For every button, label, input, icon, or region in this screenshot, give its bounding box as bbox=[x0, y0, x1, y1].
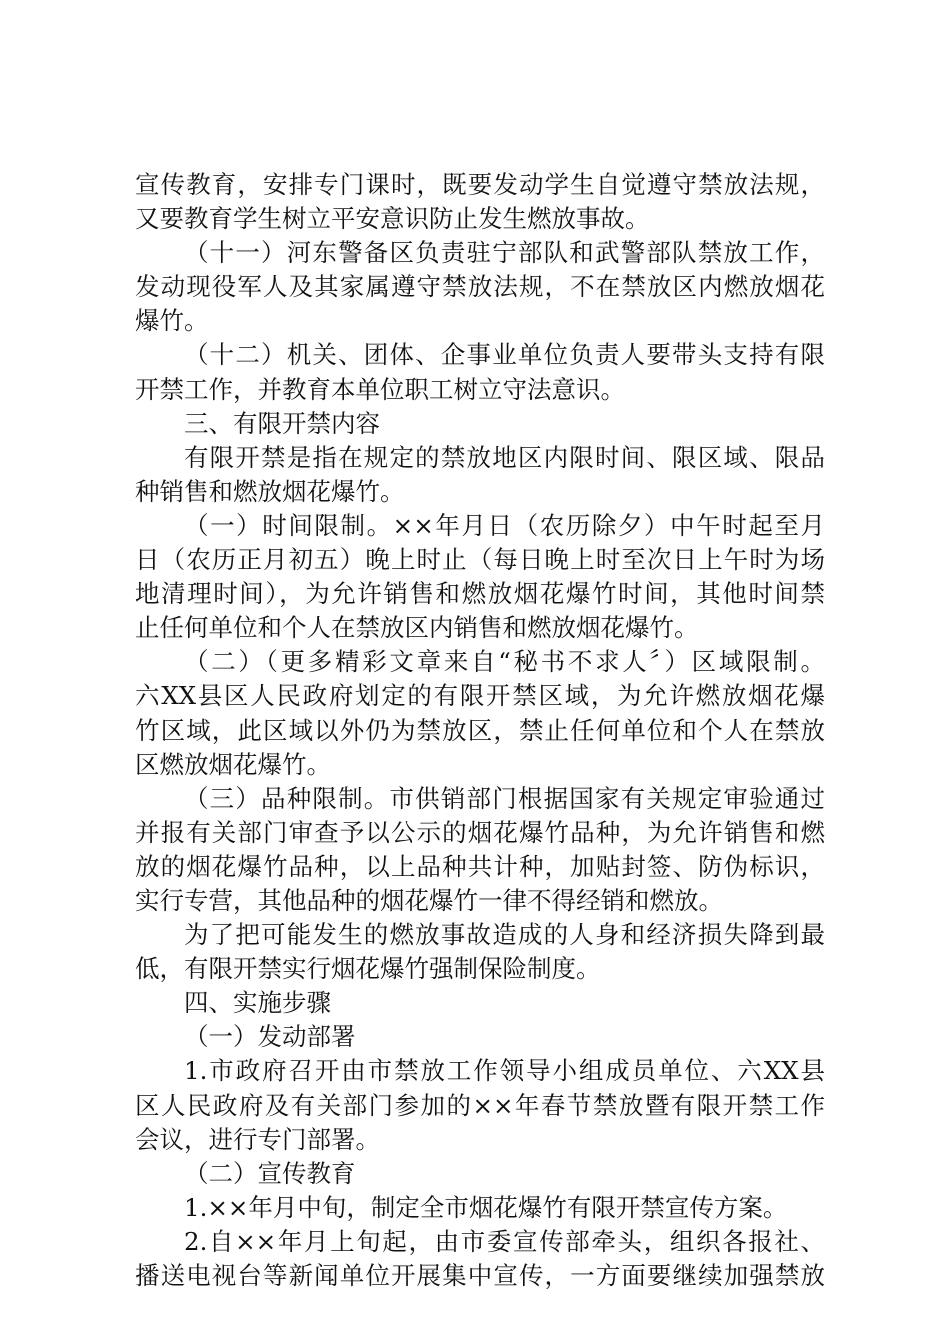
text-line: （三）品种限制。市供销部门根据国家有关规定审验通过 bbox=[184, 783, 825, 813]
text-line: 实行专营，其他品种的烟花爆竹一律不得经销和燃放。 bbox=[135, 885, 723, 915]
text-line: 放的烟花爆竹品种，以上品种共计种，加贴封签、防伪标识， bbox=[135, 851, 825, 881]
text-line: （二）（更多精彩文章来自“秘书不求人〞）区域限制。 bbox=[184, 647, 825, 677]
text-line: 1.市政府召开由市禁放工作领导小组成员单位、六XX县 bbox=[184, 1056, 825, 1086]
subsection-heading: （二）宣传教育 bbox=[184, 1158, 356, 1188]
text-line: （一）时间限制。××年月日（农历除夕）中午时起至月 bbox=[184, 510, 825, 540]
text-line: 地清理时间），为允许销售和燃放烟花爆竹时间，其他时间禁 bbox=[135, 579, 825, 609]
text-line: 播送电视台等新闻单位开展集中宣传，一方面要继续加强禁放 bbox=[135, 1261, 825, 1290]
text-line: 区人民政府及有关部门参加的××年春节禁放暨有限开禁工作 bbox=[135, 1090, 825, 1120]
text-line: 会议，进行专门部署。 bbox=[135, 1124, 380, 1154]
text-line: 爆竹。 bbox=[135, 306, 209, 336]
text-line: 开禁工作，并教育本单位职工树立守法意识。 bbox=[135, 374, 625, 404]
section-heading: 三、有限开禁内容 bbox=[184, 408, 380, 438]
text-line: （十一）河东警备区负责驻宁部队和武警部队禁放工作， bbox=[184, 238, 825, 268]
text-line: （十二）机关、团体、企事业单位负责人要带头支持有限 bbox=[184, 340, 825, 370]
subsection-heading: （一）发动部署 bbox=[184, 1022, 356, 1052]
text-line: 日（农历正月初五）晚上时止（每日晚上时至次日上午时为场 bbox=[135, 545, 825, 575]
text-line: 发动现役军人及其家属遵守禁放法规，不在禁放区内燃放烟花 bbox=[135, 272, 825, 302]
text-line: 六XX县区人民政府划定的有限开禁区域，为允许燃放烟花爆 bbox=[135, 681, 825, 711]
text-line: 2.自××年月上旬起，由市委宣传部牵头，组织各报社、 bbox=[184, 1226, 825, 1256]
text-line: 竹区域，此区域以外仍为禁放区，禁止任何单位和个人在禁放 bbox=[135, 715, 825, 745]
section-heading: 四、实施步骤 bbox=[184, 988, 331, 1018]
text-line: 种销售和燃放烟花爆竹。 bbox=[135, 476, 405, 506]
text-line: 为了把可能发生的燃放事故造成的人身和经济损失降到最 bbox=[184, 920, 825, 950]
text-line: 并报有关部门审查予以公示的烟花爆竹品种，为允许销售和燃 bbox=[135, 817, 825, 847]
body-text bbox=[135, 168, 825, 1293]
text-line: 区燃放烟花爆竹。 bbox=[135, 749, 331, 779]
text-line: 又要教育学生树立平安意识防止发生燃放事故。 bbox=[135, 204, 650, 234]
text-line: 低，有限开禁实行烟花爆竹强制保险制度。 bbox=[135, 954, 601, 984]
text-line: 宣传教育，安排专门课时，既要发动学生自觉遵守禁放法规， bbox=[135, 170, 825, 199]
text-line: 有限开禁是指在规定的禁放地区内限时间、限区域、限品 bbox=[184, 442, 825, 472]
text-line: 1.××年月中旬，制定全市烟花爆竹有限开禁宣传方案。 bbox=[184, 1192, 788, 1222]
text-line: 止任何单位和个人在禁放区内销售和燃放烟花爆竹。 bbox=[135, 613, 699, 643]
